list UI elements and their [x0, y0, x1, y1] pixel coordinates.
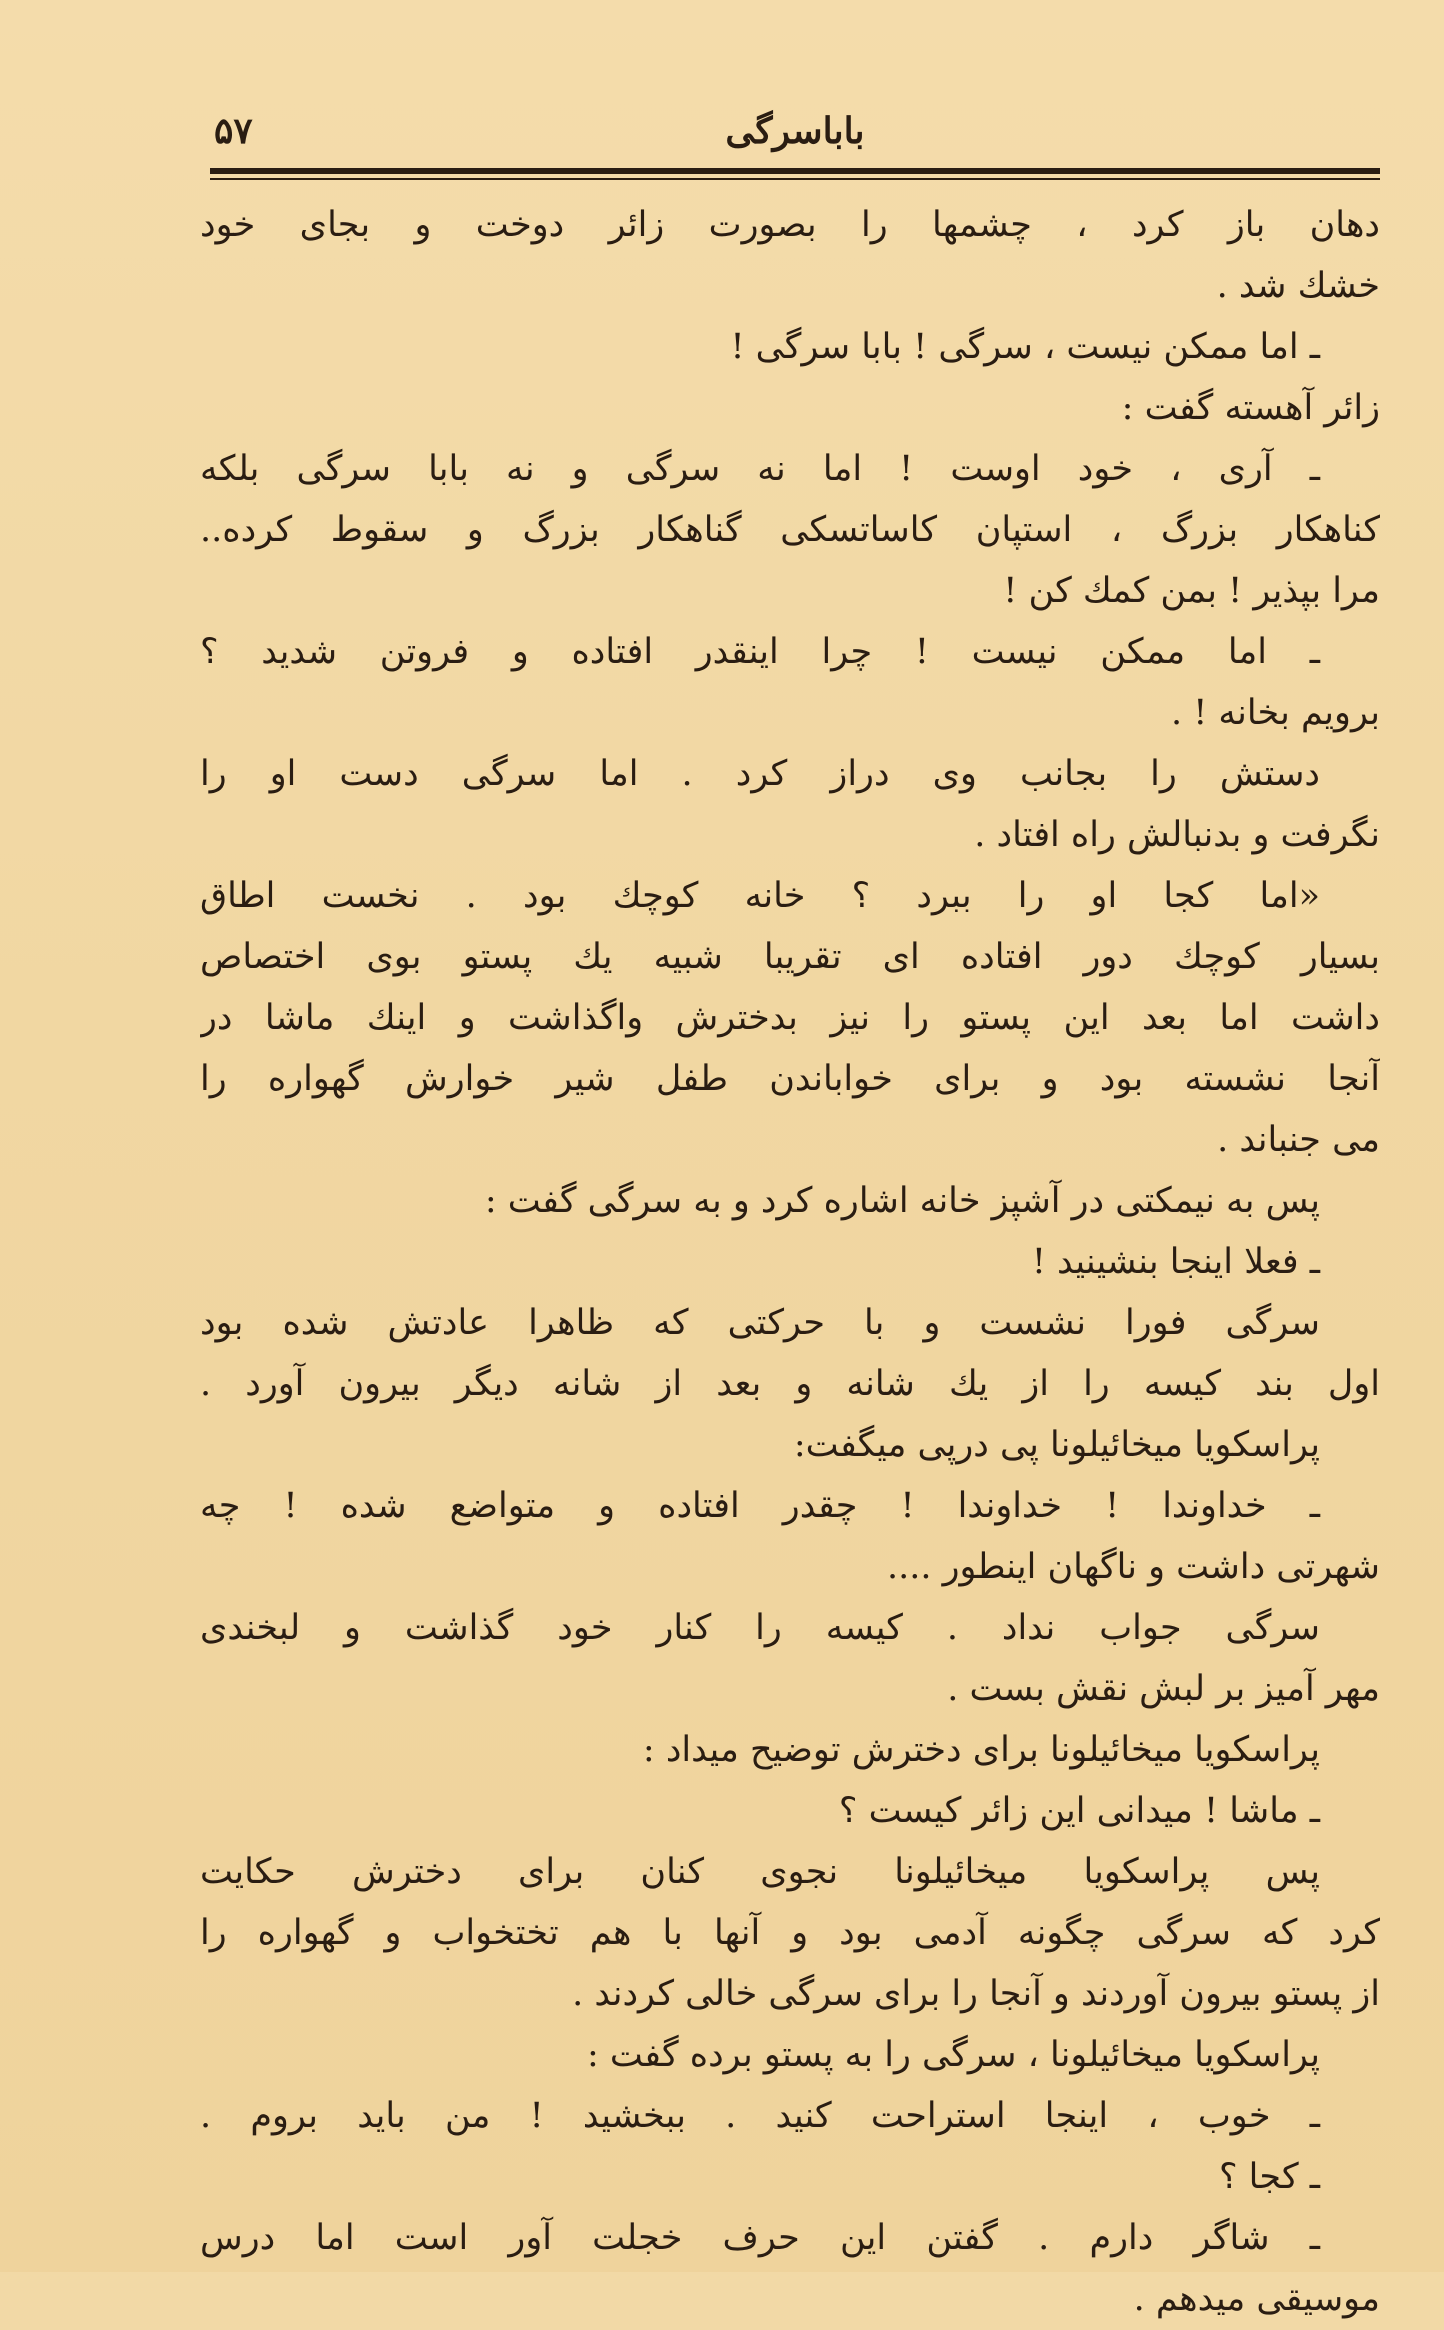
text-line: بسیار کوچك دور افتاده ای تقریبا شبیه یك پستو بوی اختصاص: [200, 937, 1380, 977]
text-line: خشك شد .: [1216, 266, 1380, 306]
text-line: مهر آمیز بر لبش نقش بست .: [947, 1669, 1380, 1709]
text-line: از پستو بیرون آوردند و آنجا را برای سرگی خالی کردند .: [572, 1974, 1380, 2014]
text-line: ـ آری ، خود اوست ! اما نه سرگی و نه بابا سرگی بلکه: [200, 449, 1320, 489]
text-line: پس پراسکویا میخائیلونا نجوی کنان برای دخترش حکایت: [200, 1852, 1320, 1892]
text-line: زائر آهسته گفت :: [1121, 388, 1380, 428]
header-rule-thick: [210, 168, 1380, 174]
text-line: پراسکویا میخائیلونا برای دخترش توضیح میداد :: [642, 1730, 1320, 1770]
text-line: ـ اما ممکن نیست ، سرگی ! بابا سرگی !: [730, 327, 1320, 367]
text-line: پراسکویا میخائیلونا پی درپی میگفت:: [793, 1425, 1320, 1465]
text-line: ـ شاگر دارم . گفتن این حرف خجلت آور است اما درس: [200, 2218, 1320, 2258]
text-line: دهان باز کرد ، چشمها را بصورت زائر دوخت و بجای خود: [200, 205, 1380, 245]
text-line: اول بند کیسه را از یك شانه و بعد از شانه دیگر بیرون آورد .: [200, 1364, 1380, 1404]
text-line: کناهکار بزرگ ، استپان کاساتسکی گناهکار بزرگ و سقوط کرده..: [200, 510, 1380, 550]
text-line: پراسکویا میخائیلونا ، سرگی را به پستو برده گفت :: [586, 2035, 1320, 2075]
text-line: دستش را بجانب وی دراز کرد . اما سرگی دست او را: [200, 754, 1320, 794]
text-line: سرگی فورا نشست و با حرکتی که ظاهرا عادتش شده بود: [200, 1303, 1320, 1343]
text-line: ـ خداوندا ! خداوندا ! چقدر افتاده و متواضع شده ! چه: [200, 1486, 1320, 1526]
text-line: ـ ماشا ! میدانی این زائر کیست ؟: [838, 1791, 1320, 1831]
text-line: برویم بخانه ! .: [1170, 693, 1380, 733]
text-line: ـ کجا ؟: [1218, 2157, 1320, 2197]
text-line: پس به نیمکتی در آشپز خانه اشاره کرد و به سرگی گفت :: [484, 1181, 1320, 1221]
text-line: «اما کجا او را ببرد ؟ خانه کوچك بود . نخست اطاق: [200, 876, 1320, 916]
text-line: شهرتی داشت و ناگهان اینطور ....: [886, 1547, 1380, 1587]
text-line: موسیقی میدهم .: [1133, 2279, 1380, 2319]
text-line: می جنباند .: [1217, 1120, 1380, 1160]
page-number: ۵۷: [214, 110, 253, 152]
text-line: نگرفت و بدنبالش راه افتاد .: [974, 815, 1380, 855]
text-line: آنجا نشسته بود و برای خواباندن طفل شیر خوارش گهواره را: [200, 1059, 1380, 1099]
text-line: ـ اما ممکن نیست ! چرا اینقدر افتاده و فروتن شدید ؟: [200, 632, 1320, 672]
header-rule-thin: [210, 178, 1380, 180]
text-line: ـ خوب ، اینجا استراحت کنید . ببخشید ! من باید بروم .: [200, 2096, 1320, 2136]
page-header: [210, 96, 1380, 176]
text-line: کرد که سرگی چگونه آدمی بود و آنها با هم تختخواب و گهواره را: [200, 1913, 1380, 1953]
text-line: مرا بپذیر ! بمن کمك کن !: [1003, 571, 1380, 611]
text-line: ـ فعلا اینجا بنشینید !: [1031, 1242, 1320, 1282]
running-title: باباسرگی: [725, 110, 865, 152]
text-line: سرگی جواب نداد . کیسه را کنار خود گذاشت و لبخندی: [200, 1608, 1320, 1648]
body-text: [200, 195, 1380, 2330]
text-line: داشت اما بعد این پستو را نیز بدخترش واگذاشت و اینك ماشا در: [200, 998, 1380, 1038]
